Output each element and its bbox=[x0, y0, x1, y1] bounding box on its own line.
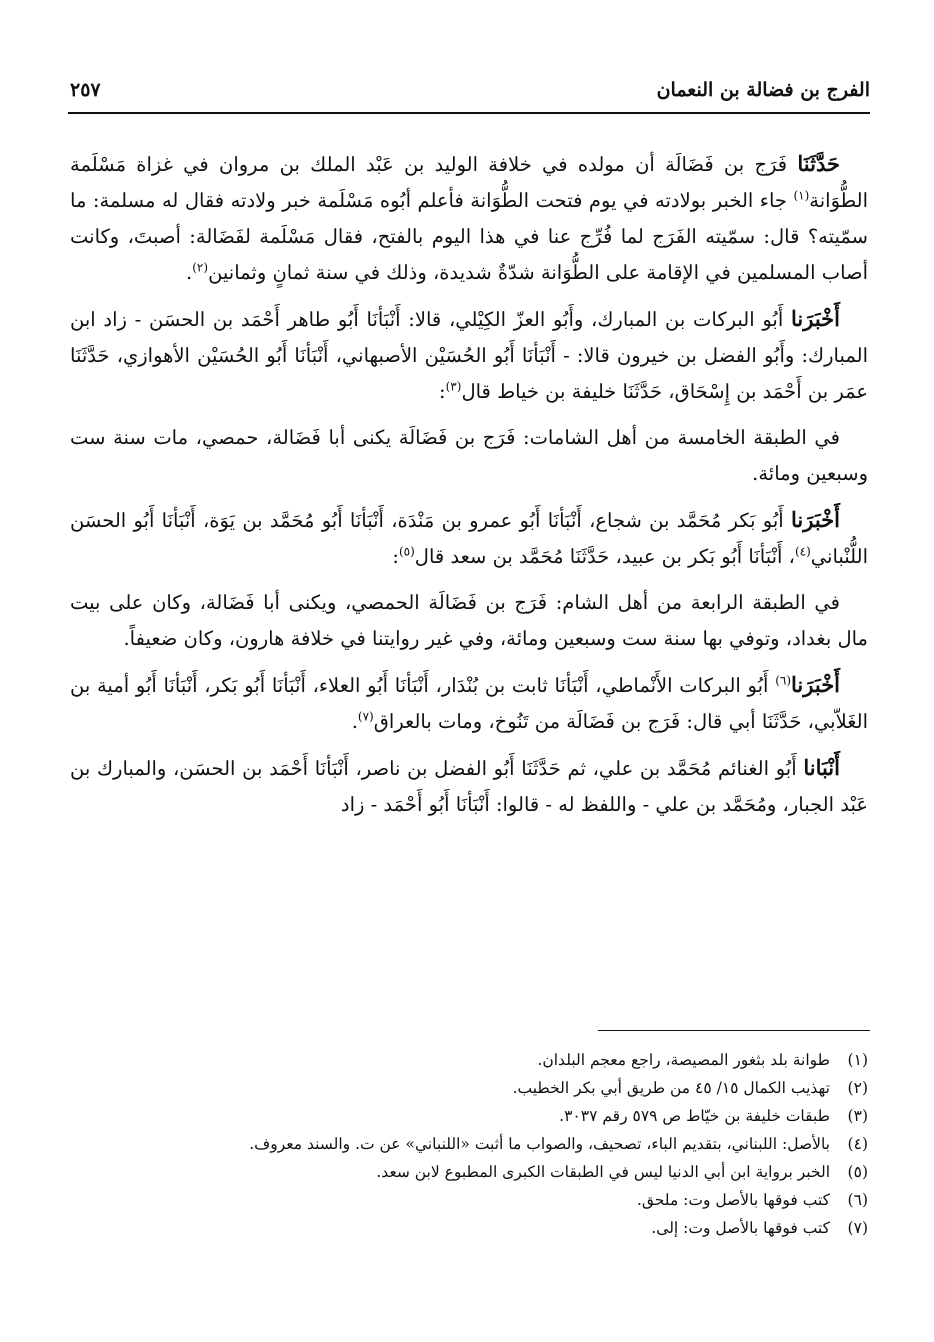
footnote bbox=[70, 1074, 868, 1102]
footnote-text: كتب فوقها بالأصل وت: ملحق. bbox=[636, 1191, 830, 1209]
footnote-ref: (٣) bbox=[445, 379, 462, 394]
footnote-ref: (٥) bbox=[398, 544, 415, 559]
isnad-lead-word: أَخْبَرَنا bbox=[791, 507, 840, 532]
page-number: ٢٥٧ bbox=[70, 79, 101, 101]
running-head bbox=[70, 70, 870, 110]
footnote-ref: (١) bbox=[793, 188, 810, 203]
isnad-lead-word: حَدَّثَنَا bbox=[797, 151, 840, 176]
footnote bbox=[70, 1046, 868, 1074]
paragraph-text: جاء الخبر بولادته في يوم فتحت الطُّوَانة فأعلم أبُوه مَسْلَمة خبر ولادته فقال له مسلمة: ما سمّيته؟ قال: سمّيته الفَرَج لما فُرِّج عنا في هذا اليوم بالفتح، فقال مَسْلَمة لفَضَالة: أصبتَ، وكانت أصاب المسلمين في الإقامة على الطُّوَانة شدّةٌ شديدة، وذلك في سنة ثمانٍ وثمانين bbox=[70, 189, 868, 284]
header-rule bbox=[68, 112, 870, 114]
paragraph-text: . bbox=[351, 710, 358, 733]
footnote-ref: (٤) bbox=[794, 544, 811, 559]
isnad-lead-word: أَخْبَرَنا bbox=[791, 306, 840, 331]
paragraph-text: أَبُو بَكر مُحَمَّد بن شجاع، أَنْبَأنَا أَبُو عمرو بن مَنْدَة، أَنْبَأنَا أَبُو مُحَمَّد بن يَوَة، أَنْبَأنَا أَبُو الحسَن اللُّنْباني bbox=[70, 509, 868, 568]
footnote-ref: (٧) bbox=[357, 709, 374, 724]
footnote bbox=[70, 1158, 868, 1186]
footnote-ref: (٦) bbox=[775, 673, 792, 688]
paragraph bbox=[70, 667, 868, 740]
isnad-lead-word: أَخْبَرَنا bbox=[791, 672, 841, 697]
paragraph bbox=[70, 502, 868, 575]
running-title: الفرج بن فضالة بن النعمان bbox=[656, 79, 870, 101]
paragraph-text: : bbox=[439, 380, 446, 403]
footnote-number: (٤) bbox=[847, 1135, 868, 1153]
footnote-text: كتب فوقها بالأصل وت: إلى. bbox=[651, 1219, 830, 1237]
paragraph-text: : bbox=[392, 545, 399, 568]
footnote bbox=[70, 1130, 868, 1158]
paragraph-text: في الطبقة الرابعة من أهل الشام: فَرَج بن فَضَالَة الحمصي، ويكنى أبا فَضَالة، وكان على بيت مال بغداد، وتوفي بها سنة ست وسبعين ومائة، وفي غير روايتنا في خلافة هارون، وكان ضعيفاً. bbox=[70, 591, 868, 650]
footnotes-list bbox=[70, 1046, 868, 1242]
paragraph-text: . bbox=[186, 261, 193, 284]
footnote bbox=[70, 1186, 868, 1214]
paragraph-text: ، أَنْبَأنَا أَبُو بَكر بن عبيد، حَدَّثَنَا مُحَمَّد بن سعد قال bbox=[414, 545, 795, 568]
main-text bbox=[70, 146, 868, 833]
footnote-number: (٦) bbox=[847, 1191, 868, 1209]
footnote-number: (٥) bbox=[847, 1163, 868, 1181]
footnote-separator bbox=[598, 1030, 870, 1031]
footnote-number: (٢) bbox=[847, 1079, 868, 1097]
footnote bbox=[70, 1214, 868, 1242]
footnote-text: طبقات خليفة بن خيّاط ص ٥٧٩ رقم ٣٠٣٧. bbox=[559, 1107, 830, 1125]
footnote-number: (٣) bbox=[847, 1107, 868, 1125]
paragraph-text: أَبُو الغنائم مُحَمَّد بن علي، ثم حَدَّثَنَا أَبُو الفضل بن ناصر، أَنْبَأنَا أَحْمَد بن الحسَن، والمبارك بن عَبْد الجبار، ومُحَمَّد بن علي - واللفظ له - قالوا: أَنْبَأنَا أَبُو أَحْمَد - زاد bbox=[70, 757, 868, 816]
paragraph-text: أَبُو البركات الأَنْماطي، أَنْبَأنَا ثابت بن بُنْدَار، أَنْبَأنَا أَبُو العلاء، أَنْبَأنَا أَبُو بَكر، أَنْبَأنَا أَبُو أمية بن الغَلاّبي، حَدَّثَنَا أبي قال: فَرَج بن فَضَالَة من تَنُوخ، ومات بالعراق bbox=[70, 674, 868, 733]
paragraph bbox=[70, 420, 868, 492]
paragraph bbox=[70, 750, 868, 823]
footnote-text: تهذيب الكمال ١٥/ ٤٥ من طريق أبي بكر الخطيب. bbox=[512, 1079, 830, 1097]
footnote-number: (٧) bbox=[847, 1219, 868, 1237]
paragraph bbox=[70, 146, 868, 291]
paragraph bbox=[70, 585, 868, 657]
footnote bbox=[70, 1102, 868, 1130]
footnote-ref: (٢) bbox=[192, 260, 209, 275]
paragraph-text: أَبُو البركات بن المبارك، وأَبُو العزّ الكِيْلي، قالا: أَنْبَأنَا أَبُو طاهر أَحْمَد بن الحسَن - زاد ابن المبارك: وأَبُو الفضل بن خيرون قالا: - أَنْبَأنَا أَبُو الحُسَيْن الأصبهاني، أَنْبَأنَا أَبُو الحُسَيْن الأهوازي، حَدَّثَنَا عمَر بن أَحْمَد بن إِسْحَاق، حَدَّثَنَا خليفة بن خياط قال bbox=[70, 308, 868, 403]
paragraph bbox=[70, 301, 868, 410]
footnote-text: طوانة بلد بثغور المصيصة، راجع معجم البلدان. bbox=[537, 1051, 830, 1069]
footnote-text: الخبر برواية ابن أبي الدنيا ليس في الطبقات الكبرى المطبوع لابن سعد. bbox=[376, 1163, 830, 1181]
footnote-number: (١) bbox=[847, 1051, 868, 1069]
paragraph-text: فَرَج بن فَضَالَة أن مولده في خلافة الوليد بن عَبْد الملك بن مروان في غزاة مَسْلَمة الطُّوَانة bbox=[70, 153, 868, 212]
isnad-lead-word: أَنْبَانا bbox=[803, 755, 840, 780]
footnote-text: بالأصل: اللبناني، بتقديم الباء، تصحيف، والصواب ما أثبت «اللنباني» عن ت. والسند معروف. bbox=[249, 1135, 830, 1153]
paragraph-text: في الطبقة الخامسة من أهل الشامات: فَرَج بن فَضَالَة يكنى أبا فَضَالة، حمصي، مات سنة ست وسبعين ومائة. bbox=[70, 426, 868, 485]
